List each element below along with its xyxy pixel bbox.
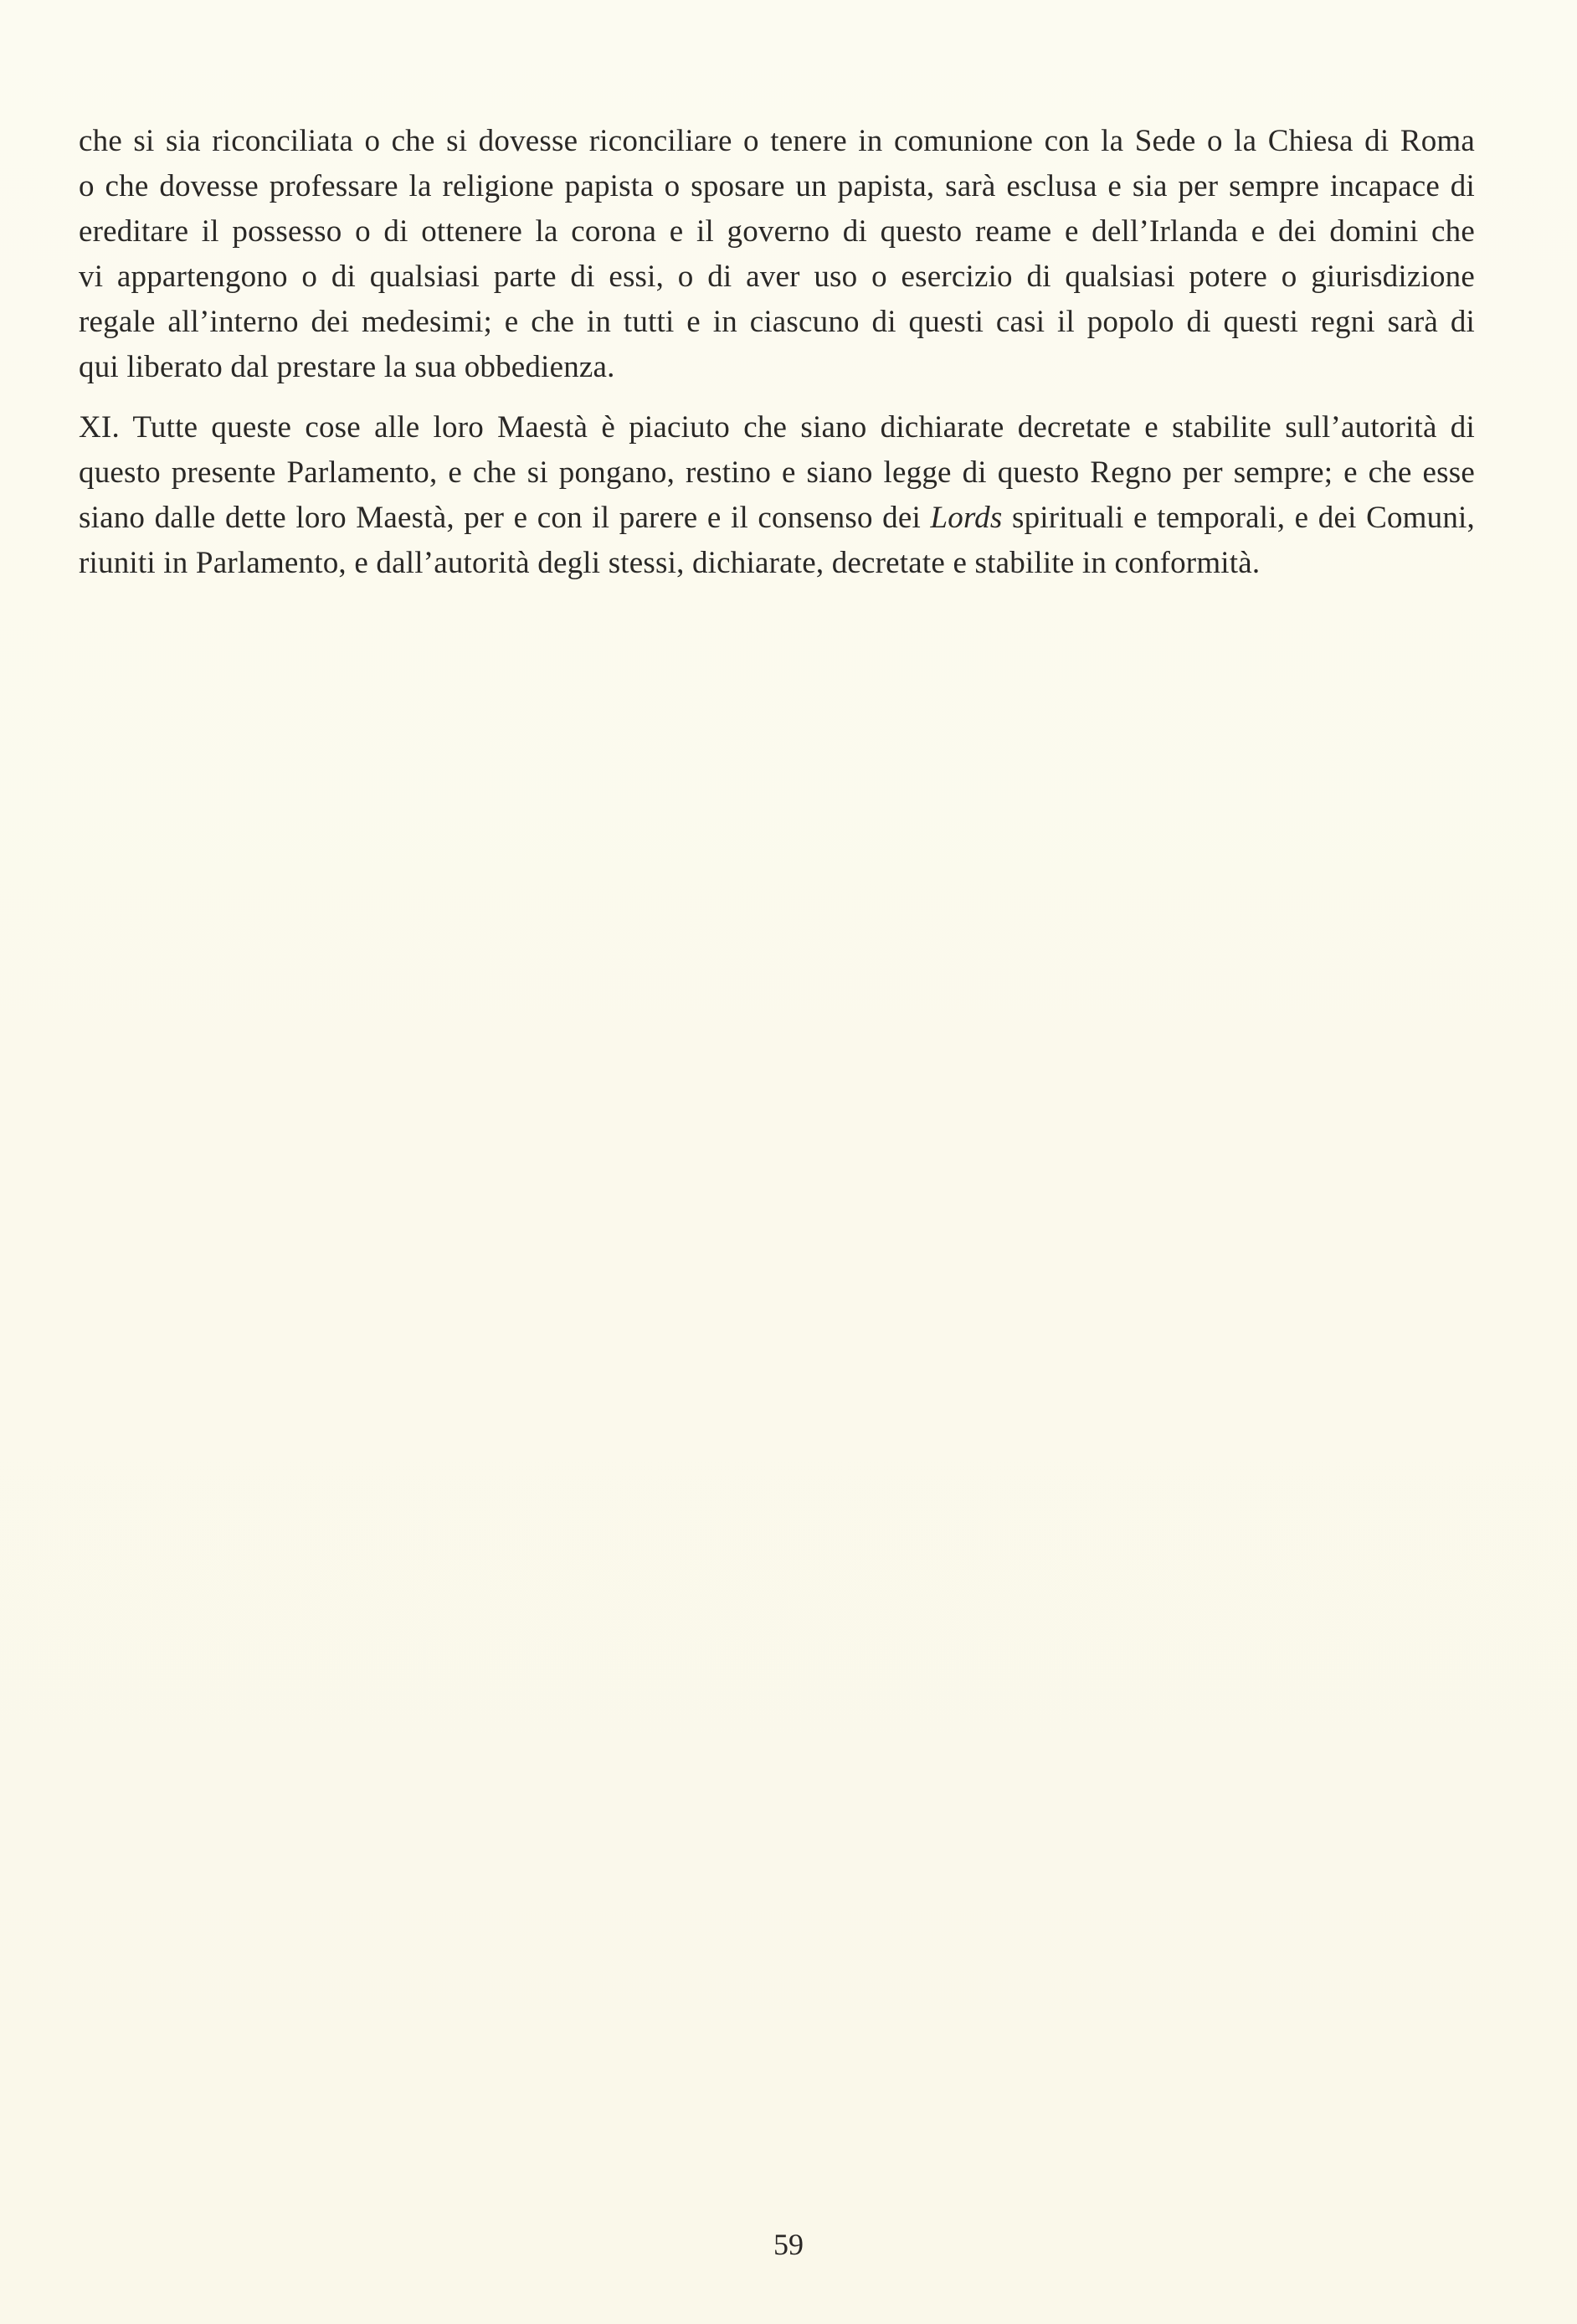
text-line: riuniti in Parlamento, e dall’autorità degli stessi, dichiarate, decretate e stabilite in conformità. (79, 546, 1261, 580)
text-segment: siano dalle dette loro Maestà, per e con il parere e il consenso dei (79, 501, 931, 535)
paragraph-1 (79, 119, 1475, 390)
text-line: ereditare il possesso o di ottenere la corona e il governo di questo reame e dell’Irlanda e dei domini che (79, 214, 1475, 249)
text-line: vi appartengono o di qualsiasi parte di essi, o di aver uso o esercizio di qualsiasi potere o giurisdizione (79, 260, 1475, 294)
text-line: qui liberato dal prestare la sua obbedienza. (79, 350, 615, 384)
text-segment: spirituali e temporali, e dei Comuni, (1002, 501, 1475, 535)
text-line: XI. Tutte queste cose alle loro Maestà è piaciuto che siano dichiarate decretate e stabilite sull’autorità di (79, 410, 1475, 445)
text-line: che si sia riconciliata o che si dovesse riconciliare o tenere in comunione con la Sede o la Chiesa di Roma (79, 124, 1475, 158)
text-line: questo presente Parlamento, e che si pongano, restino e siano legge di questo Regno per sempre; e che esse (79, 455, 1475, 490)
body-text (79, 119, 1475, 586)
text-line-with-italic (79, 496, 1475, 541)
text-line: o che dovesse professare la religione papista o sposare un papista, sarà esclusa e sia per sempre incapace di (79, 169, 1475, 203)
text-line: regale all’interno dei medesimi; e che in tutti e in ciascuno di questi casi il popolo di questi regni sarà di (79, 305, 1475, 339)
italic-word: Lords (930, 501, 1003, 535)
paragraph-2 (79, 405, 1475, 586)
page-number: 59 (773, 2228, 804, 2261)
